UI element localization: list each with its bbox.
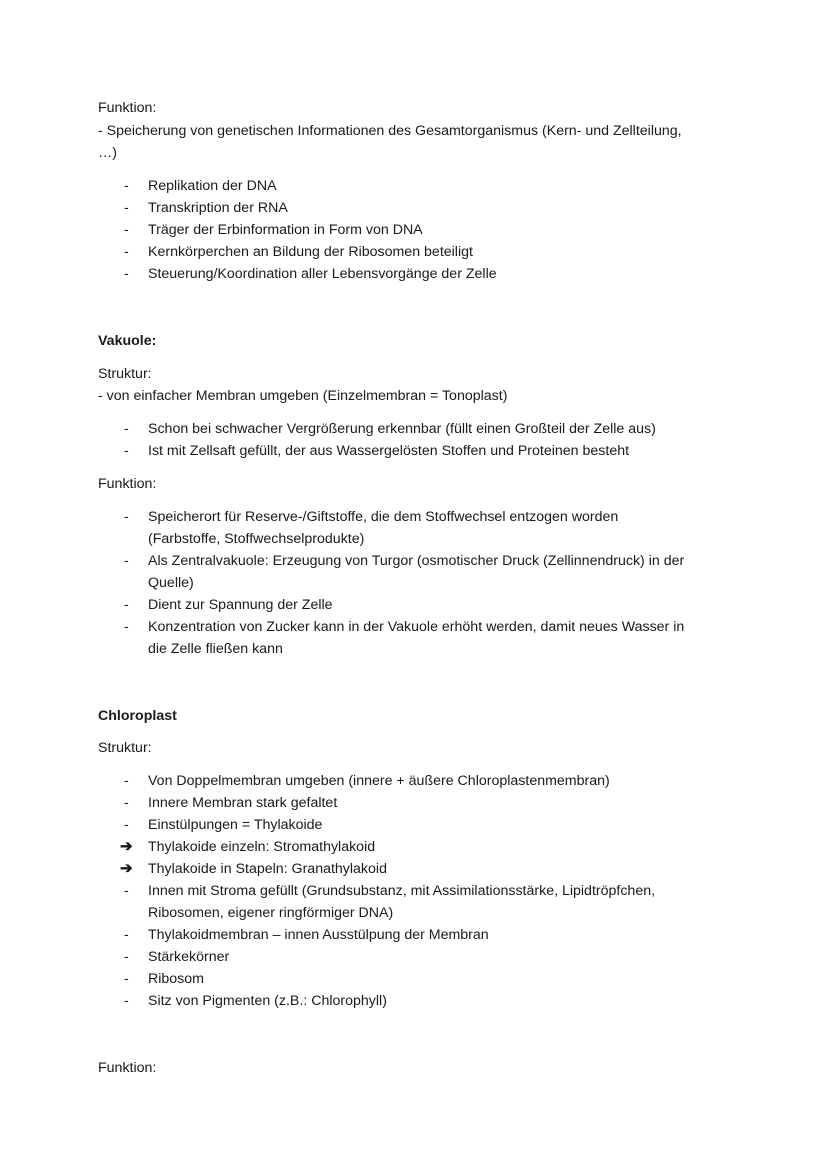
list-item: Thylakoide einzeln: Stromathylakoid (148, 839, 376, 855)
arrow-right-icon: ➔ (120, 860, 133, 877)
bullet-dash: - (124, 443, 129, 459)
funktion-intro-cont: …) (98, 145, 117, 161)
arrow-right-icon: ➔ (120, 838, 133, 855)
bullet-dash: - (124, 883, 129, 899)
list-item: Speicherort für Reserve-/Giftstoffe, die dem Stoffwechsel entzogen worden (148, 509, 619, 525)
list-item: Schon bei schwacher Vergrößerung erkennbar (füllt einen Großteil der Zelle aus) (148, 421, 656, 437)
list-item: Kernkörperchen an Bildung der Ribosomen beteiligt (148, 244, 473, 260)
list-item: Einstülpungen = Thylakoide (148, 817, 323, 833)
list-item: Träger der Erbinformation in Form von DNA (148, 222, 423, 238)
bullet-dash: - (124, 421, 129, 437)
bullet-dash: - (124, 971, 129, 987)
list-item-continuation: Ribosomen, eigener ringförmiger DNA) (148, 905, 394, 921)
list-item: Replikation der DNA (148, 178, 277, 194)
list-item-continuation: (Farbstoffe, Stoffwechselprodukte) (148, 531, 365, 547)
list-item-continuation: die Zelle fließen kann (148, 641, 283, 657)
list-item: Von Doppelmembran umgeben (innere + äußere Chloroplastenmembran) (148, 773, 610, 789)
bullet-dash: - (124, 619, 129, 635)
vakuole-struktur-intro: - von einfacher Membran umgeben (Einzelmembran = Tonoplast) (98, 388, 508, 404)
list-item: Thylakoidmembran – innen Ausstülpung der Membran (148, 927, 489, 943)
list-item-continuation: Quelle) (148, 575, 194, 591)
bullet-dash: - (124, 266, 129, 282)
list-item: Ribosom (148, 971, 204, 987)
list-item: Innen mit Stroma gefüllt (Grundsubstanz, mit Assimilationsstärke, Lipidtröpfchen, (148, 883, 656, 899)
list-item: Ist mit Zellsaft gefüllt, der aus Wassergelösten Stoffen und Proteinen besteht (148, 443, 630, 459)
list-item: Steuerung/Koordination aller Lebensvorgänge der Zelle (148, 266, 497, 282)
bullet-dash: - (124, 509, 129, 525)
vakuole-struktur-heading: Struktur: (98, 366, 152, 382)
bullet-dash: - (124, 597, 129, 613)
list-item: Dient zur Spannung der Zelle (148, 597, 333, 613)
bullet-dash: - (124, 949, 129, 965)
bullet-dash: - (124, 178, 129, 194)
chloroplast-funktion-heading: Funktion: (98, 1060, 157, 1076)
list-item: Sitz von Pigmenten (z.B.: Chlorophyll) (148, 993, 387, 1009)
bullet-dash: - (124, 200, 129, 216)
list-item: Thylakoide in Stapeln: Granathylakoid (148, 861, 387, 877)
funktion-intro: - Speicherung von genetischen Informationen des Gesamtorganismus (Kern- und Zellteilung, (98, 123, 682, 139)
bullet-dash: - (124, 927, 129, 943)
chloroplast-title: Chloroplast (98, 708, 177, 724)
bullet-dash: - (124, 993, 129, 1009)
bullet-dash: - (124, 553, 129, 569)
bullet-dash: - (124, 773, 129, 789)
vakuole-title: Vakuole: (98, 333, 157, 349)
list-item: Konzentration von Zucker kann in der Vakuole erhöht werden, damit neues Wasser in (148, 619, 685, 635)
list-item: Stärkekörner (148, 949, 230, 965)
list-item: Als Zentralvakuole: Erzeugung von Turgor (osmotischer Druck (Zellinnendruck) in der (148, 553, 685, 569)
bullet-dash: - (124, 244, 129, 260)
list-item: Transkription der RNA (148, 200, 288, 216)
list-item: Innere Membran stark gefaltet (148, 795, 338, 811)
bullet-dash: - (124, 222, 129, 238)
vakuole-funktion-heading: Funktion: (98, 476, 157, 492)
bullet-dash: - (124, 817, 129, 833)
funktion-heading: Funktion: (98, 100, 157, 116)
chloroplast-struktur-heading: Struktur: (98, 740, 152, 756)
bullet-dash: - (124, 795, 129, 811)
